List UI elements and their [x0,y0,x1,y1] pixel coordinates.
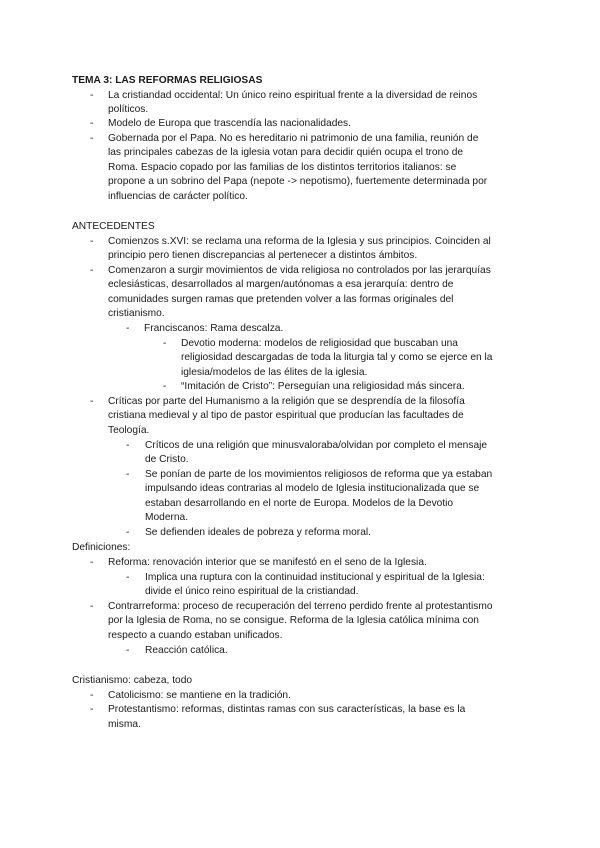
bullet-dash: - [90,396,94,407]
bullet-dash: - [90,90,94,101]
list-item-line: cristiana medieval y al tipo de pastor espiritual que producían las facultades de [108,410,464,421]
bullet-dash: - [90,265,94,276]
bullet-dash: - [90,601,94,612]
bullet-dash: - [90,236,94,247]
list-item-line: divide el único reino espiritual de la cristiandad. [145,586,359,597]
list-item-line: Contrarreforma: proceso de recuperación del terreno perdido frente al protestantismo [108,601,493,612]
list-item-line: Catolicismo: se mantiene en la tradición. [108,690,291,701]
page-title: TEMA 3: LAS REFORMAS RELIGIOSAS [72,75,263,86]
list-item-line: las principales cabezas de la iglesia votan para decidir quién ocupa el trono de [108,147,464,158]
list-item-line: principio pero tienen discrepancias al pertenecer a distintos ámbitos. [108,250,418,261]
list-item-line: Críticas por parte del Humanismo a la religión que se desprendía de la filosofía [108,396,465,407]
list-item-line: “Imitación de Cristo”: Perseguían una religiosidad más sincera. [181,381,465,392]
list-item-line: Implica una ruptura con la continuidad institucional y espiritual de la Iglesia: [145,572,485,583]
list-item-line: Franciscanos: Rama descalza. [144,323,284,334]
definiciones-heading: Definiciones: [72,542,131,553]
list-item-line: estaban desarrollando en el norte de Europa. Modelos de la Devotio [145,498,454,509]
list-item-line: iglesia/modelos de las élites de la iglesia. [181,367,368,378]
list-item-line: misma. [108,719,141,730]
bullet-dash: - [126,323,130,334]
list-item-line: respecto a cuando estaban unificados. [108,630,283,641]
list-item-line: de Cristo. [145,454,189,465]
bullet-dash: - [90,704,94,715]
bullet-dash: - [126,469,130,480]
list-item-line: comunidades surgen ramas que pretenden volver a las formas originales del [108,294,454,305]
list-item-line: Protestantismo: reformas, distintas ramas con sus características, la base es la [108,704,466,715]
list-item-line: por la Iglesia de Roma, no se consigue. Reforma de la Iglesia católica mínima con [108,615,479,626]
list-item-line: La cristiandad occidental: Un único reino espiritual frente a la diversidad de reinos [108,90,478,101]
list-item-line: Comenzaron a surgir movimientos de vida religiosa no controlados por las jerarquías [108,265,491,276]
bullet-dash: - [90,133,94,144]
bullet-dash: - [90,557,94,568]
antecedentes-heading: ANTECEDENTES [72,221,155,232]
bullet-dash: - [126,527,130,538]
list-item-line: cristianismo. [108,308,165,319]
list-item-line: políticos. [108,104,149,115]
list-item-line: Gobernada por el Papa. No es hereditario ni patrimonio de una familia, reunión de [108,133,479,144]
list-item-line: Devotio moderna: modelos de religiosidad que buscaban una [181,338,458,349]
list-item-line: Se ponían de parte de los movimientos religiosos de reforma que ya estaban [145,469,493,480]
list-item-line: impulsando ideas contrarias al modelo de Iglesia institucionalizada que se [145,483,480,494]
list-item-line: Críticos de una religión que minusvaloraba/olvidan por completo el mensaje [145,440,488,451]
list-item-line: influencias de carácter político. [108,191,248,202]
bullet-dash: - [126,645,130,656]
list-item-line: Reforma: renovación interior que se manifestó en el seno de la Iglesia. [108,557,427,568]
bullet-dash: - [126,572,130,583]
list-item-line: Modelo de Europa que trascendía las nacionalidades. [108,118,351,129]
list-item-line: Se defienden ideales de pobreza y reforma moral. [145,527,371,538]
list-item-line: Moderna. [145,512,189,523]
bullet-dash: - [163,338,167,349]
list-item-line: propone a un sobrino del Papa (nepote -> nepotismo), fuertemente determinada por [108,176,488,187]
list-item-line: eclesiásticas, desarrollados al margen/autónomas a esa jerarquía: dentro de [108,279,454,290]
cristianismo-heading: Cristianismo: cabeza, todo [72,675,193,686]
list-item-line: Teología. [108,425,150,436]
bullet-dash: - [163,381,167,392]
bullet-dash: - [90,690,94,701]
list-item-line: Reacción católica. [145,645,228,656]
bullet-dash: - [126,440,130,451]
list-item-line: Roma. Espacio copado por las familias de los distintos territorios italianos: se [108,162,457,173]
list-item-line: religiosidad descargadas de toda la liturgia tal y como se ejerce en la [181,352,493,363]
list-item-line: Comienzos s.XVI: se reclama una reforma de la Iglesia y sus principios. Coinciden al [108,236,491,247]
bullet-dash: - [90,118,94,129]
